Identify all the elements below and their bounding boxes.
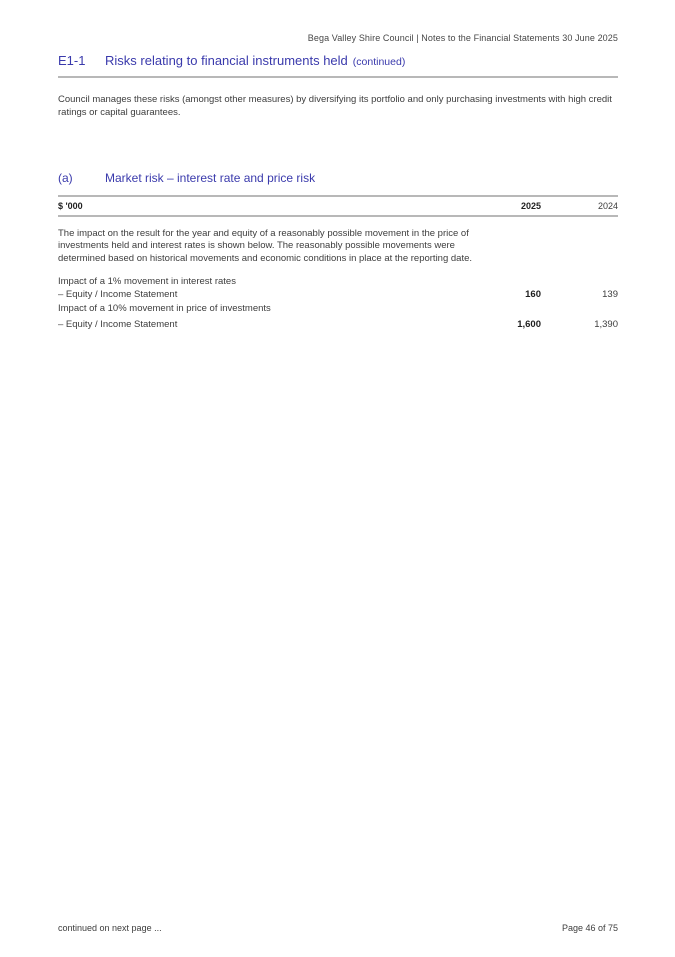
column-header-2024: 2024 xyxy=(597,200,618,211)
running-header: Bega Valley Shire Council | Notes to the Financial Statements 30 June 2025 xyxy=(307,33,618,43)
footer-continuation-note: continued on next page ... xyxy=(58,923,162,933)
row-label: Impact of a 10% movement in price of investments xyxy=(58,303,271,315)
row-value-2024: 1,390 xyxy=(594,319,618,331)
table-row xyxy=(58,302,618,316)
note-title-text: Risks relating to financial instruments held xyxy=(105,53,348,68)
row-label: Impact of a 1% movement in interest rates xyxy=(58,275,236,287)
table-row xyxy=(58,318,618,332)
section-heading-text: Market risk – interest rate and price risk xyxy=(105,170,316,185)
note-number: E1-1 xyxy=(58,53,86,68)
intro-paragraph: Council manages these risks (amongst other measures) by diversifying its portfolio and only purchasing investments with high credit ratings or capital guarantees. xyxy=(58,94,612,119)
page-number: Page 46 of 75 xyxy=(561,923,618,933)
table-row xyxy=(58,288,618,302)
table-header-row xyxy=(58,195,618,217)
note-title-suffix: (continued) xyxy=(352,56,406,68)
unit-label: $ '000 xyxy=(58,200,83,211)
page-footer xyxy=(58,923,618,933)
section-a-heading xyxy=(58,171,618,185)
section-label: (a) xyxy=(58,170,73,185)
note-title xyxy=(58,53,618,68)
financial-table xyxy=(58,195,618,332)
table-description: The impact on the result for the year and equity of a reasonably possible movement in the price of investments held and interest rates is shown below. The reasonably possible movements were determined based on historical movements and economic conditions in place at the reporting date. xyxy=(58,227,473,264)
title-divider xyxy=(58,76,618,78)
row-value-2024: 139 xyxy=(602,289,618,301)
row-label: – Equity / Income Statement xyxy=(58,319,178,331)
row-label: – Equity / Income Statement xyxy=(58,289,178,301)
page-content xyxy=(0,33,675,332)
row-value-2025: 160 xyxy=(525,289,541,301)
table-row xyxy=(58,275,618,289)
row-value-2025: 1,600 xyxy=(517,319,541,331)
column-header-2025: 2025 xyxy=(520,200,541,211)
